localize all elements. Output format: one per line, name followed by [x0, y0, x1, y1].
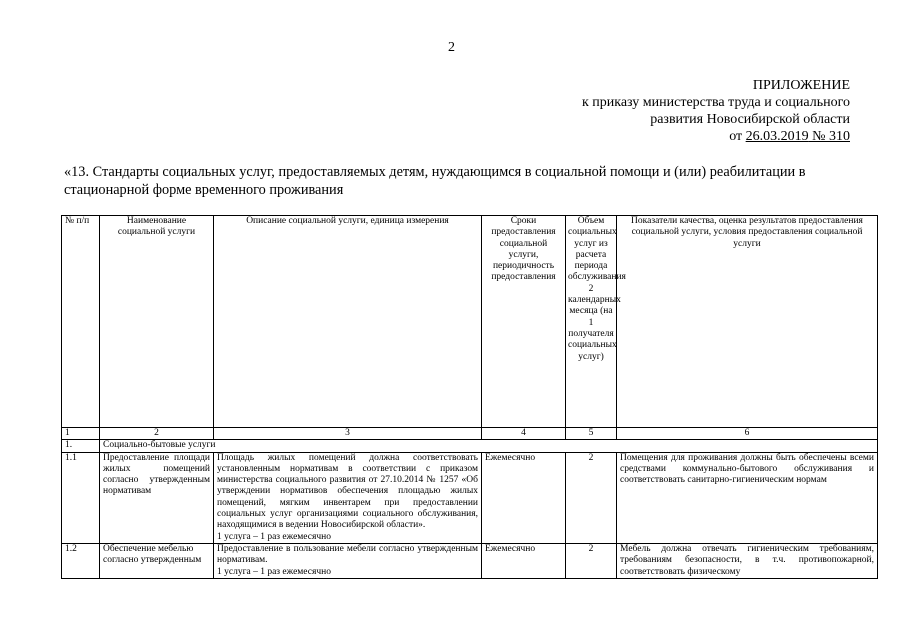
service-volume: 2 — [566, 452, 617, 543]
number-sign: № — [808, 129, 829, 144]
page-number: 2 — [448, 40, 455, 55]
column-number: 5 — [566, 428, 617, 440]
service-description — [214, 543, 482, 578]
header-num: № п/п — [62, 216, 100, 428]
header-terms: Сроки предоставления социальной услуги, периодичность предоставления — [482, 216, 566, 428]
service-volume: 2 — [566, 543, 617, 578]
header-description: Описание социальной услуги, единица измерения — [214, 216, 482, 428]
row-number: 1.2 — [62, 543, 100, 578]
appendix-block — [582, 77, 850, 145]
row-number: 1.1 — [62, 452, 100, 543]
unit-of-measure: 1 услуга – 1 раз ежемесячно — [217, 531, 331, 542]
description-text: Предоставление в пользование мебели согласно утвержденным нормативам. — [217, 543, 478, 566]
appendix-ministry-line: развития Новосибирской области — [650, 112, 850, 127]
column-number: 3 — [214, 428, 482, 440]
document-heading: «13. Стандарты социальных услуг, предоставляемых детям, нуждающимся в социальной помощи и (или) реабилитации в стационарной форме временного проживания — [64, 164, 806, 198]
service-name: Предоставление площади жилых помещений согласно утвержденным нормативам — [100, 452, 214, 543]
column-number: 4 — [482, 428, 566, 440]
column-number: 6 — [617, 428, 878, 440]
column-number-row — [62, 428, 878, 440]
description-text: Площадь жилых помещений должна соответствовать установленным нормативам в соответствии с приказом министерства социального развития от 27.10.2014 № 1257 «Об утверждении нормативов обеспечения площадью жилых помещений, мягким инвентарем при предоставлении социальных услуг организациями социального обслуживания, находящимися в ведении Новосибирской области». — [217, 452, 478, 531]
standards-table — [61, 215, 878, 579]
section-title: Социально-бытовые услуги — [100, 440, 878, 452]
service-name: Обеспечение мебелью согласно утвержденным — [100, 543, 214, 578]
service-terms: Ежемесячно — [482, 452, 566, 543]
unit-of-measure: 1 услуга – 1 раз ежемесячно — [217, 566, 331, 577]
service-description — [214, 452, 482, 543]
appendix-title: ПРИЛОЖЕНИЕ — [752, 78, 850, 93]
order-number: 310 — [829, 129, 850, 144]
order-date: 26.03.2019 — [745, 129, 809, 144]
column-number: 2 — [100, 428, 214, 440]
appendix-date-line — [582, 128, 850, 145]
column-number: 1 — [62, 428, 100, 440]
quality-indicators: Помещения для проживания должны быть обеспечены всеми средствами коммунально-бытового обслуживания и соответствовать санитарно-гигиеническим нормам — [617, 452, 878, 543]
table-row — [62, 452, 878, 543]
quality-indicators: Мебель должна отвечать гигиеническим требованиям, требованиям безопасности, в т.ч. противопожарной, соответствовать физическому — [617, 543, 878, 578]
section-number: 1. — [62, 440, 100, 452]
header-row — [62, 216, 878, 428]
header-volume: Объем социальных услуг из расчета периода обслуживания 2 календарных месяца (на 1 получателя социальных услуг) — [566, 216, 617, 428]
service-terms: Ежемесячно — [482, 543, 566, 578]
section-row — [62, 440, 878, 452]
header-name: Наименование социальной услуги — [100, 216, 214, 428]
appendix-order-line: к приказу министерства труда и социального — [581, 95, 850, 110]
header-quality: Показатели качества, оценка результатов предоставления социальной услуги, условия предоставления социальной услуги — [617, 216, 878, 428]
date-prefix: от — [729, 129, 746, 144]
table-row — [62, 543, 878, 578]
